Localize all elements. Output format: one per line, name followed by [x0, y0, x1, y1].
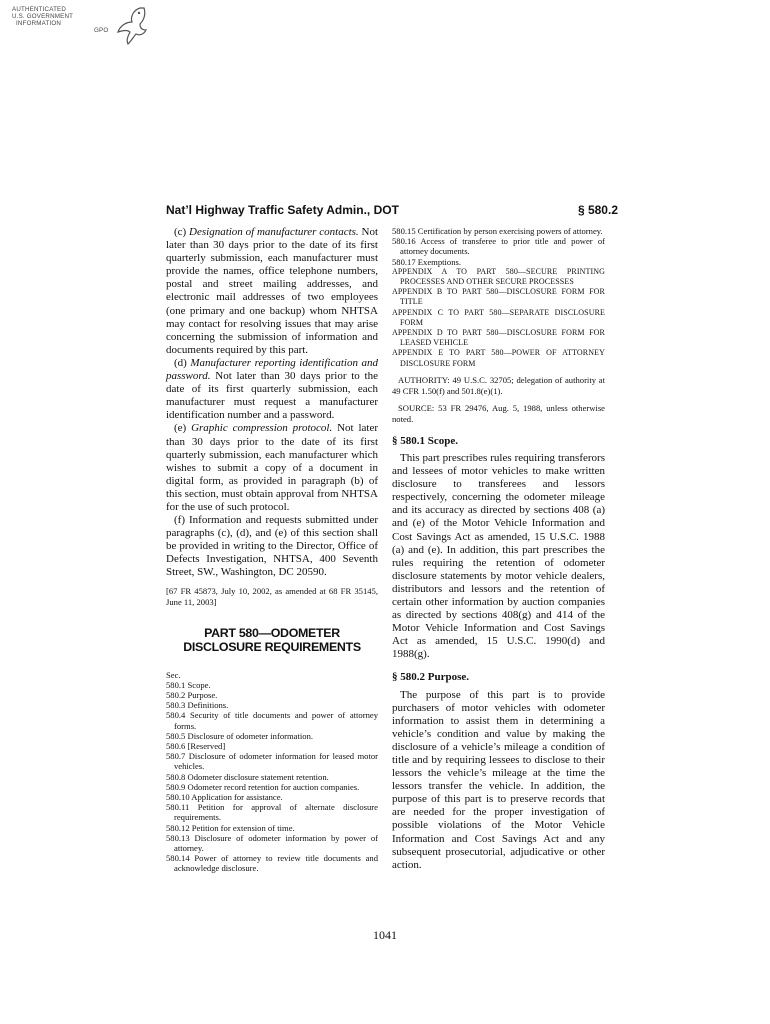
- source-note: SOURCE: 53 FR 29476, Aug. 5, 1988, unless otherwise noted.: [392, 402, 605, 424]
- toc-item: 580.7 Disclosure of odometer information for leased motor vehicles.: [166, 751, 378, 772]
- appendix-item: APPENDIX D TO PART 580—DISCLOSURE FORM FOR LEASED VEHICLE: [392, 328, 605, 348]
- toc-item: 580.3 Definitions.: [166, 700, 229, 711]
- toc-item: 580.12 Petition for extension of time.: [166, 822, 295, 833]
- toc-item: 580.15 Certification by person exercising powers of attorney.: [392, 226, 603, 236]
- page-number: 1041: [373, 928, 397, 942]
- eagle-icon: [112, 4, 152, 50]
- appendix-item: APPENDIX E TO PART 580—POWER OF ATTORNEY DISCLOSURE FORM: [392, 348, 605, 368]
- right-column: [392, 226, 605, 872]
- para-body: Not later than 30 days prior to the date of its first quarterly submission, each manufacturer must request a manufacturer identification number and a password.: [166, 370, 378, 422]
- seal-text: [12, 6, 108, 34]
- paragraph-c: [166, 226, 378, 357]
- appendix-item: APPENDIX A TO PART 580—SECURE PRINTING PROCESSES AND OTHER SECURE PROCESSES: [392, 266, 605, 287]
- amendment-citation: [67 FR 45873, July 10, 2002, as amended at 68 FR 35145, June 11, 2003]: [166, 585, 378, 607]
- running-header: [166, 203, 618, 223]
- toc-item: 580.13 Disclosure of odometer information by power of attorney.: [166, 832, 378, 853]
- seal-line: AUTHENTICATED: [12, 6, 67, 13]
- header-agency: Nat’l Highway Traffic Safety Admin., DOT: [166, 203, 399, 217]
- toc-item: 580.1 Scope.: [166, 679, 211, 690]
- part-title: PART 580—ODOMETER DISCLOSURE REQUIREMENTS: [183, 625, 361, 654]
- appendix-item: APPENDIX B TO PART 580—DISCLOSURE FORM FOR TITLE: [392, 287, 605, 307]
- paragraph-d: [166, 357, 378, 422]
- para-heading: Designation of manufacturer contacts.: [189, 226, 359, 238]
- para-heading: Graphic compression protocol.: [191, 422, 333, 435]
- toc-item: 580.5 Disclosure of odometer information.: [166, 730, 314, 741]
- section-body-purpose: The purpose of this part is to provide purchasers of motor vehicles with odometer information to assist them in determining a vehicle’s condition and value by making the disclosure of a vehicle’s mileage a condition of title and by requiring lessees to disclose to their lessors the vehicle’s mileage at the time the lessors transfer the vehicle. In addition, the purpose of this part is to preserve records that are needed for the proper investigation of possible violations of the Motor Vehicle Information and Cost Savings Act and any subsequent prosecutorial, adjudicative or other action.: [392, 688, 605, 871]
- toc-item: 580.6 [Reserved]: [166, 740, 226, 751]
- table-of-contents-continued: [392, 226, 605, 369]
- toc-item: 580.4 Security of title documents and power of attorney forms.: [166, 710, 378, 731]
- para-lead: (e): [174, 422, 192, 435]
- section-heading-purpose: § 580.2 Purpose.: [392, 671, 469, 684]
- section-heading-scope: § 580.1 Scope.: [392, 434, 458, 447]
- appendix-item: APPENDIX C TO PART 580—SEPARATE DISCLOSURE FORM: [392, 307, 605, 327]
- table-of-contents: [166, 670, 378, 874]
- toc-item: 580.9 Odometer record retention for auction companies.: [166, 781, 360, 792]
- seal-line: U.S. GOVERNMENT: [12, 13, 74, 20]
- toc-item: 580.8 Odometer disclosure statement retention.: [166, 771, 329, 782]
- toc-item: 580.16 Access of transferee to prior title and power of attorney documents.: [392, 236, 605, 257]
- left-column: [166, 226, 378, 874]
- para-lead: (d): [174, 356, 191, 369]
- paragraph-e: [166, 422, 378, 514]
- header-section: § 580.2: [577, 203, 618, 217]
- authority-note: AUTHORITY: 49 U.S.C. 32705; delegation of authority at 49 CFR 1.50(f) and 501.8(e)(1).: [392, 374, 605, 396]
- para-body: Not later than 30 days prior to the date of its first quarterly submission, each manufacturer must provide the names, office telephone numbers, postal and street mailing addresses, and electronic mail addresses of two employees (one primary and one backup) whom NHTSA may contact for resolving issues that may arise concerning the submission of information and documents required by this part.: [166, 226, 378, 356]
- toc-label: Sec.: [166, 669, 181, 680]
- toc-item: 580.2 Purpose.: [166, 689, 218, 700]
- section-body-scope: This part prescribes rules requiring transferors and lessees of motor vehicles to make written disclosure to transferees and lessors respectively, concerning the odometer mileage and its accuracy as directed by sections 408 (a) and (e) of the Motor Vehicle Information and Cost Savings Act as amended, 15 U.S.C. 1988 (a) and (e). In addition, this part prescribes the rules requiring the retention of odometer disclosure statements by motor vehicle dealers, distributors and lessors and the retention of certain other information by auction companies as directed by sections 408(g) and 414 of the Motor Vehicle Information and Cost Savings Act as amended, 15 U.S.C. 1990(d) and 1988(g).: [392, 451, 605, 661]
- toc-item: 580.11 Petition for approval of alternate disclosure requirements.: [166, 802, 378, 823]
- paragraph-f: (f) Information and requests submitted under paragraphs (c), (d), and (e) of this section shall be provided in writing to the Director, Office of Defects Investigation, NHTSA, 400 Seventh Street, SW., Washington, DC 20590.: [166, 514, 378, 579]
- toc-item: 580.14 Power of attorney to review title documents and acknowledge disclosure.: [166, 853, 378, 874]
- para-heading: Manufacturer reporting identification and password.: [166, 356, 379, 383]
- para-body: Not later than 30 days prior to the date of its first quarterly submission, each manufacturer which wishes to submit a copy of a document in digital form, as provided in paragraph (b) of this section, must obtain approval from NHTSA for the use of such protocol.: [166, 422, 378, 513]
- toc-item: 580.17 Exemptions.: [392, 256, 461, 267]
- seal-line: GPO: [94, 27, 109, 34]
- toc-item: 580.10 Application for assistance.: [166, 791, 283, 802]
- para-lead: (c): [174, 226, 190, 238]
- seal-line: INFORMATION: [16, 20, 62, 27]
- gpo-authentication-seal: [12, 4, 152, 52]
